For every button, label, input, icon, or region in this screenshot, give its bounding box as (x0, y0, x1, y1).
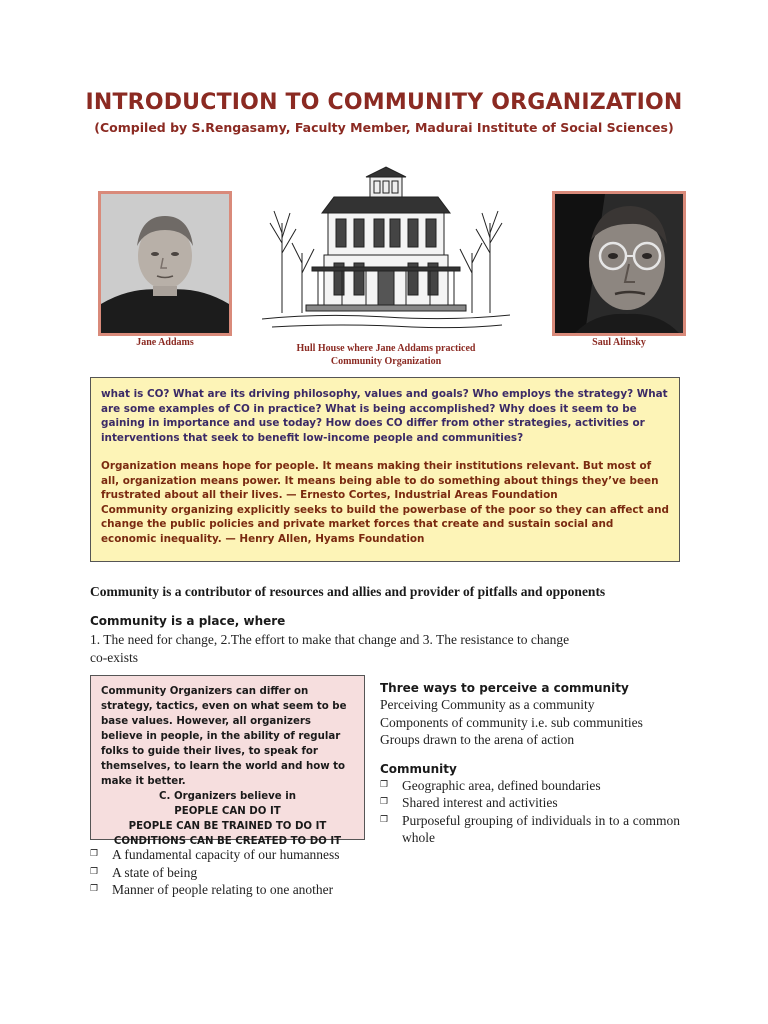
checkbox-bullet-icon: ❐ (380, 779, 389, 790)
humanness-bullet: ❐ A fundamental capacity of our humanness (90, 847, 340, 862)
perceive-item: Groups drawn to the arena of action (380, 732, 575, 747)
checkbox-bullet-icon: ❐ (380, 797, 389, 807)
intro-questions-box (90, 377, 680, 562)
contributor-heading: Community is a contributor of resources and allies and provider of pitfalls and opponents (90, 584, 606, 599)
community-bullet: ❐ Purposeful grouping of individuals in to a common whole (380, 812, 680, 845)
intro-questions: what is CO? What are its driving philosophy, values and goals? Who employs the strategy? What are some examples of CO in practice? What is being accomplished? Why does it seem to be gaining in importance and use today? How does CO differ from other strategies, activities or interventions that seek to benefit low-income people and communities? (101, 388, 668, 444)
humanness-bullet: ❐ A state of being (90, 864, 198, 880)
hull-house-drawing (262, 163, 510, 338)
portrait-man-image (555, 194, 683, 333)
cortes-quote: Organization means hope for people. It means making their institutions relevant. But most of all, organization means power. It means being able to do something about things they’ve been frustrated about all their lives. — Ernesto Cortes, Industrial Areas Foundation (101, 460, 659, 501)
place-line-2: co-exists (90, 650, 138, 665)
place-paragraph (90, 631, 650, 667)
community-heading: Community (380, 761, 457, 776)
checkbox-bullet-icon: ❐ (380, 814, 389, 825)
jane-addams-caption: Jane Addams (136, 337, 194, 348)
jane-addams-photo (98, 191, 232, 336)
perceive-item: Perceiving Community as a community (380, 697, 595, 712)
right-column (380, 680, 680, 847)
organizers-text: Community Organizers can differ on strategy, tactics, even on what seem to be base values. However, all organizers believe in people, in the ability of regular folks to guide their lives, to speak for themselves, to learn the world and how to make it better. (101, 686, 347, 787)
humanness-bullet: ❐ Manner of people relating to one another (90, 882, 334, 897)
believe-title: C. Organizers believe in (159, 791, 296, 802)
allen-quote: Community organizing explicitly seeks to build the powerbase of the poor so they can affect and change the public policies and private market forces that create and sustain social and economic inequality. — Henry Allen, Hyams Foundation (101, 503, 669, 545)
community-bullet: ❐ Geographic area, defined boundaries (380, 777, 601, 793)
belief-3: CONDITIONS CAN BE CREATED TO DO IT (113, 836, 342, 847)
checkbox-bullet-icon: ❐ (90, 884, 99, 894)
perceive-item: Components of community i.e. sub communities (380, 714, 643, 730)
humanness-bullets (90, 846, 390, 899)
checkbox-bullet-icon: ❐ (90, 849, 99, 859)
saul-alinsky-photo (552, 191, 686, 336)
belief-1: PEOPLE CAN DO IT (174, 806, 281, 817)
organizers-box (90, 675, 365, 847)
perceive-heading: Three ways to perceive a community (380, 681, 629, 695)
page-title: INTRODUCTION TO COMMUNITY ORGANIZATION (85, 90, 683, 115)
portrait-woman-image (101, 194, 229, 333)
checkbox-bullet-icon: ❐ (90, 866, 99, 877)
house-sketch-image (262, 163, 510, 338)
hull-house-caption-line1: Hull House where Jane Addams practiced (296, 343, 476, 354)
saul-alinsky-caption: Saul Alinsky (592, 337, 646, 348)
hull-house-caption-line2: Community Organization (330, 356, 442, 367)
belief-2: PEOPLE CAN BE TRAINED TO DO IT (128, 821, 327, 832)
community-bullet: ❐ Shared interest and activities (380, 795, 558, 810)
place-heading: Community is a place, where (90, 614, 286, 628)
page-subtitle: (Compiled by S.Rengasamy, Faculty Member, Madurai Institute of Social Sciences) (94, 120, 674, 135)
place-line-1: 1. The need for change, 2.The effort to make that change and 3. The resistance to change (90, 632, 570, 647)
